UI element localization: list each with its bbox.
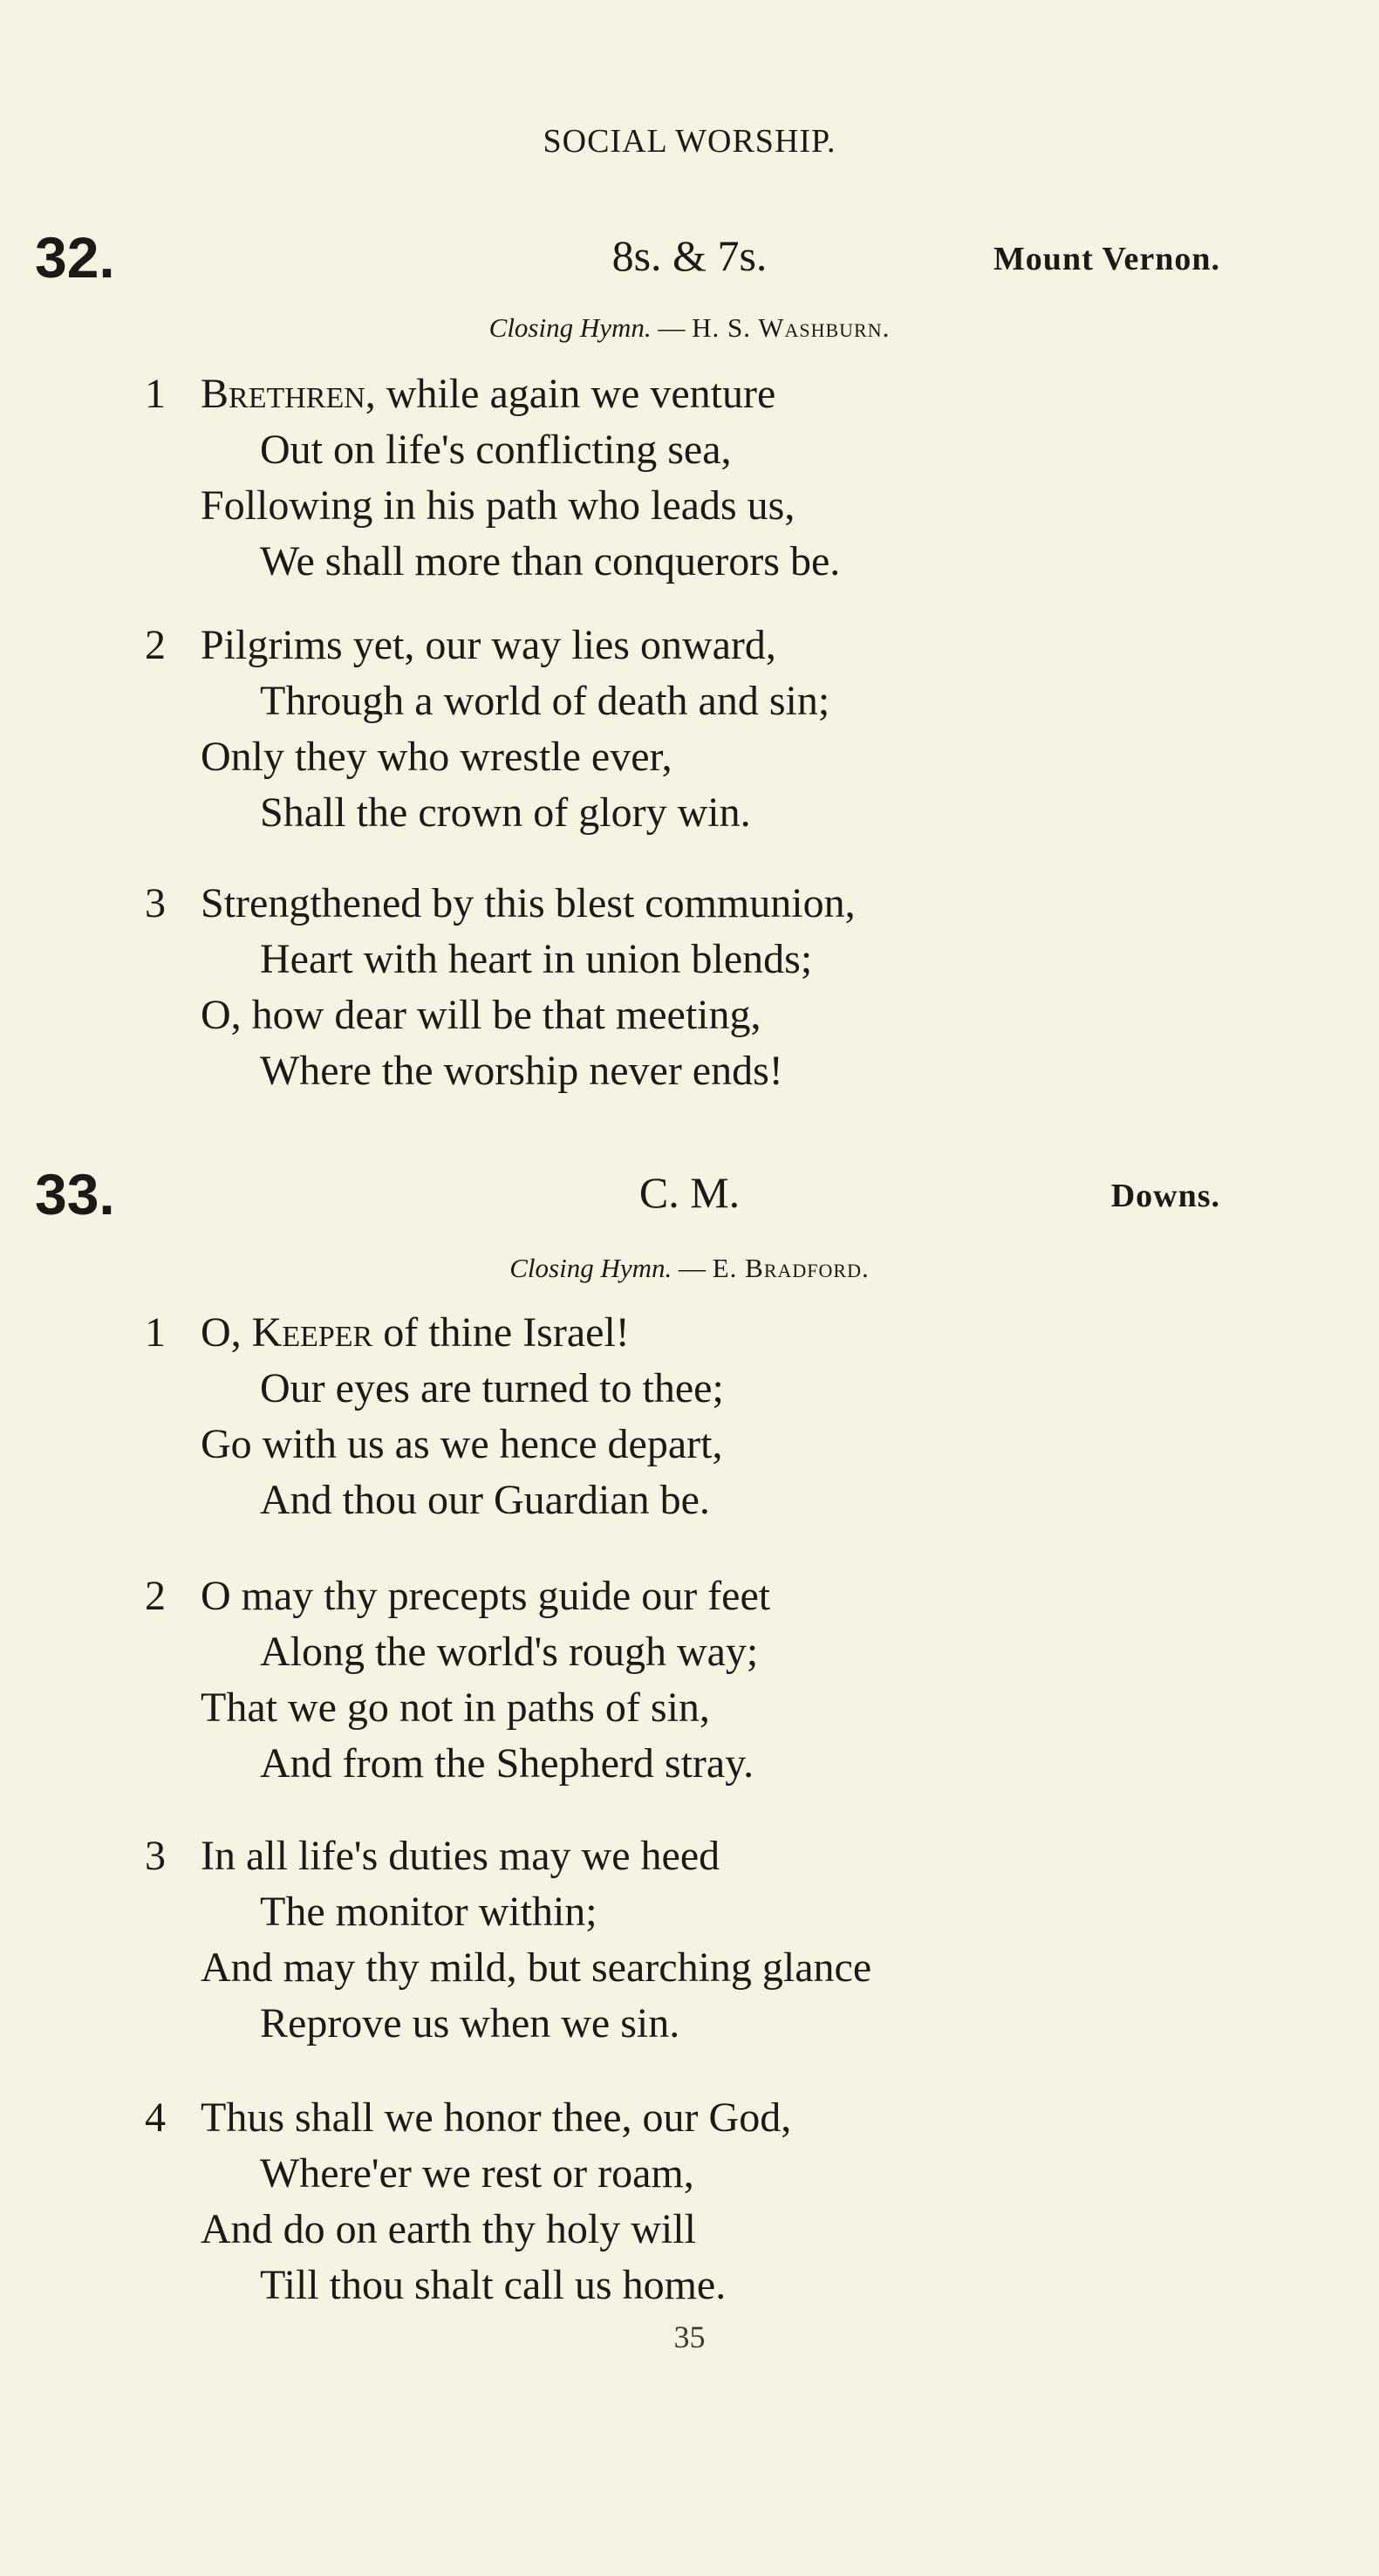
verse-line: The monitor within; xyxy=(260,1889,597,1935)
hymn-meter: C. M. xyxy=(638,1168,741,1217)
verse-line: We shall more than conquerors be. xyxy=(260,538,841,584)
stanza-number: 2 xyxy=(145,622,166,668)
verse-line: Out on life's conflicting sea, xyxy=(260,427,732,473)
stanza-number: 2 xyxy=(145,1573,166,1619)
verse-line: Till thou shalt call us home. xyxy=(260,2262,727,2308)
verse-line: Strengthened by this blest communion, xyxy=(201,880,856,926)
first-word: Brethren, xyxy=(201,371,376,417)
verse-line: Following in his path who leads us, xyxy=(201,482,795,529)
verse-line: Heart with heart in union blends; xyxy=(260,936,813,982)
hymn-meter: 8s. & 7s. xyxy=(611,231,768,280)
stanza-number: 4 xyxy=(145,2094,166,2141)
hymn-number: 32. xyxy=(35,225,115,290)
verse-line xyxy=(201,373,775,415)
attribution-separator: — xyxy=(672,1253,713,1283)
stanza-number: 1 xyxy=(145,371,166,417)
stanza-number: 3 xyxy=(145,1833,166,1879)
attribution-title: Closing Hymn. xyxy=(509,1253,672,1283)
hymn-header xyxy=(0,1162,1379,1227)
page-number: 35 xyxy=(673,2320,706,2354)
verse-line: Shall the crown of glory win. xyxy=(260,789,751,836)
running-head: SOCIAL WORSHIP. xyxy=(543,123,836,160)
verse-line: Only they who wrestle ever, xyxy=(201,734,672,780)
verse-line xyxy=(201,1309,630,1356)
verse-line: Our eyes are turned to thee; xyxy=(260,1365,724,1411)
first-word: O, Keeper xyxy=(201,1309,373,1356)
verse-line: That we go not in paths of sin, xyxy=(201,1684,710,1731)
verse-line: And do on earth thy holy will xyxy=(201,2206,696,2252)
verse-line: In all life's duties may we heed xyxy=(201,1833,720,1879)
verse-line: Along the world's rough way; xyxy=(260,1629,759,1675)
hymn-attribution xyxy=(0,312,1379,344)
attribution-author: E. Bradford. xyxy=(712,1253,870,1283)
verse-line: Through a world of death and sin; xyxy=(260,678,830,724)
verse-line: Where'er we rest or roam, xyxy=(260,2150,694,2197)
verse-line-rest: of thine Israel! xyxy=(372,1309,630,1356)
attribution-author: H. S. Washburn. xyxy=(692,312,891,343)
hymn-header xyxy=(0,225,1379,290)
hymn-tune: Mount Vernon. xyxy=(993,241,1220,277)
verse-line: Pilgrims yet, our way lies onward, xyxy=(201,622,776,668)
verse-line: Go with us as we hence depart, xyxy=(201,1421,723,1467)
verse-line-rest: while again we venture xyxy=(375,371,776,417)
verse-line: Where the worship never ends! xyxy=(260,1048,783,1094)
hymn-attribution xyxy=(0,1253,1379,1284)
verse-line: And from the Shepherd stray. xyxy=(260,1740,754,1787)
hymn-tune: Downs. xyxy=(1110,1178,1220,1214)
stanza-number: 1 xyxy=(145,1309,166,1356)
verse-line: Thus shall we honor thee, our God, xyxy=(201,2094,792,2141)
verse-line: O, how dear will be that meeting, xyxy=(201,992,761,1038)
hymn-number: 33. xyxy=(35,1162,115,1227)
verse-line: And thou our Guardian be. xyxy=(260,1477,710,1523)
verse-line: O may thy precepts guide our feet xyxy=(201,1573,771,1619)
stanza-number: 3 xyxy=(145,880,166,926)
verse-line: And may thy mild, but searching glance xyxy=(201,1944,872,1991)
attribution-separator: — xyxy=(651,312,693,343)
attribution-title: Closing Hymn. xyxy=(488,312,652,343)
verse-line: Reprove us when we sin. xyxy=(260,2000,680,2046)
